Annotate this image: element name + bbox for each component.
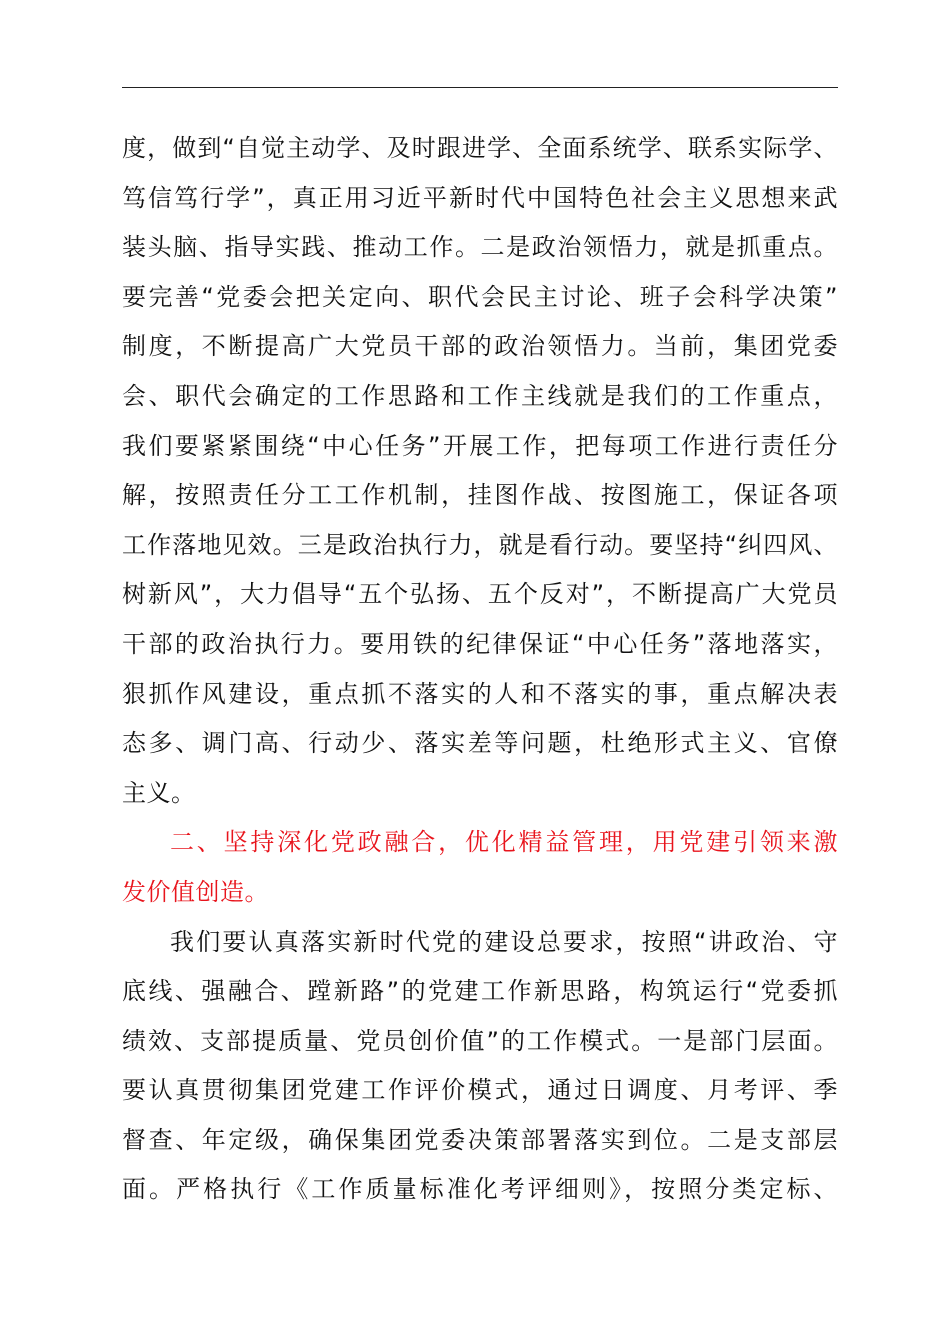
- paragraph-line: 我们要紧紧围绕“中心任务”开展工作，把每项工作进行责任分: [122, 431, 838, 460]
- paragraph-line: 树新风”，大力倡导“五个弘扬、五个反对”，不断提高广大党员: [122, 580, 838, 609]
- paragraph-1: [122, 124, 838, 818]
- paragraph-line: 我们要认真落实新时代党的建设总要求，按照“讲政治、守: [170, 927, 838, 956]
- paragraph-line: 工作落地见效。三是政治执行力，就是看行动。要坚持“纠四风、: [122, 530, 838, 559]
- paragraph-line: 面。严格执行《工作质量标准化考评细则》，按照分类定标、: [122, 1175, 838, 1204]
- paragraph-line: 狠抓作风建设，重点抓不落实的人和不落实的事，重点解决表: [122, 679, 838, 708]
- paragraph-line: 制度，不断提高广大党员干部的政治领悟力。当前，集团党委: [122, 332, 838, 361]
- paragraph-line: 底线、强融合、蹚新路”的党建工作新思路，构筑运行“党委抓: [122, 977, 838, 1006]
- document-body: [122, 124, 838, 1215]
- paragraph-line: 态多、调门高、行动少、落实差等问题，杜绝形式主义、官僚: [122, 729, 838, 758]
- paragraph-line: 绩效、支部提质量、党员创价值”的工作模式。一是部门层面。: [122, 1026, 838, 1055]
- paragraph-line: 笃信笃行学”，真正用习近平新时代中国特色社会主义思想来武: [122, 183, 838, 212]
- paragraph-line: 干部的政治执行力。要用铁的纪律保证“中心任务”落地落实，: [122, 629, 838, 658]
- paragraph-line: 装头脑、指导实践、推动工作。二是政治领悟力，就是抓重点。: [122, 233, 838, 262]
- paragraph-line: 解，按照责任分工工作机制，挂图作战、按图施工，保证各项: [122, 481, 838, 510]
- paragraph-2: [122, 918, 838, 1216]
- header-rule: [122, 87, 838, 88]
- heading-line: 发价值创造。: [122, 877, 269, 906]
- paragraph-line: 主义。: [122, 778, 196, 807]
- paragraph-line: 要认真贯彻集团党建工作评价模式，通过日调度、月考评、季: [122, 1076, 838, 1105]
- paragraph-line: 督查、年定级，确保集团党委决策部署落实到位。二是支部层: [122, 1125, 838, 1154]
- section-heading: [122, 818, 838, 917]
- heading-line: 二、坚持深化党政融合，优化精益管理，用党建引领来激: [170, 828, 838, 857]
- paragraph-line: 会、职代会确定的工作思路和工作主线就是我们的工作重点，: [122, 381, 838, 410]
- paragraph-line: 要完善“党委会把关定向、职代会民主讨论、班子会科学决策”: [122, 282, 838, 311]
- paragraph-line: 度，做到“自觉主动学、及时跟进学、全面系统学、联系实际学、: [122, 134, 838, 162]
